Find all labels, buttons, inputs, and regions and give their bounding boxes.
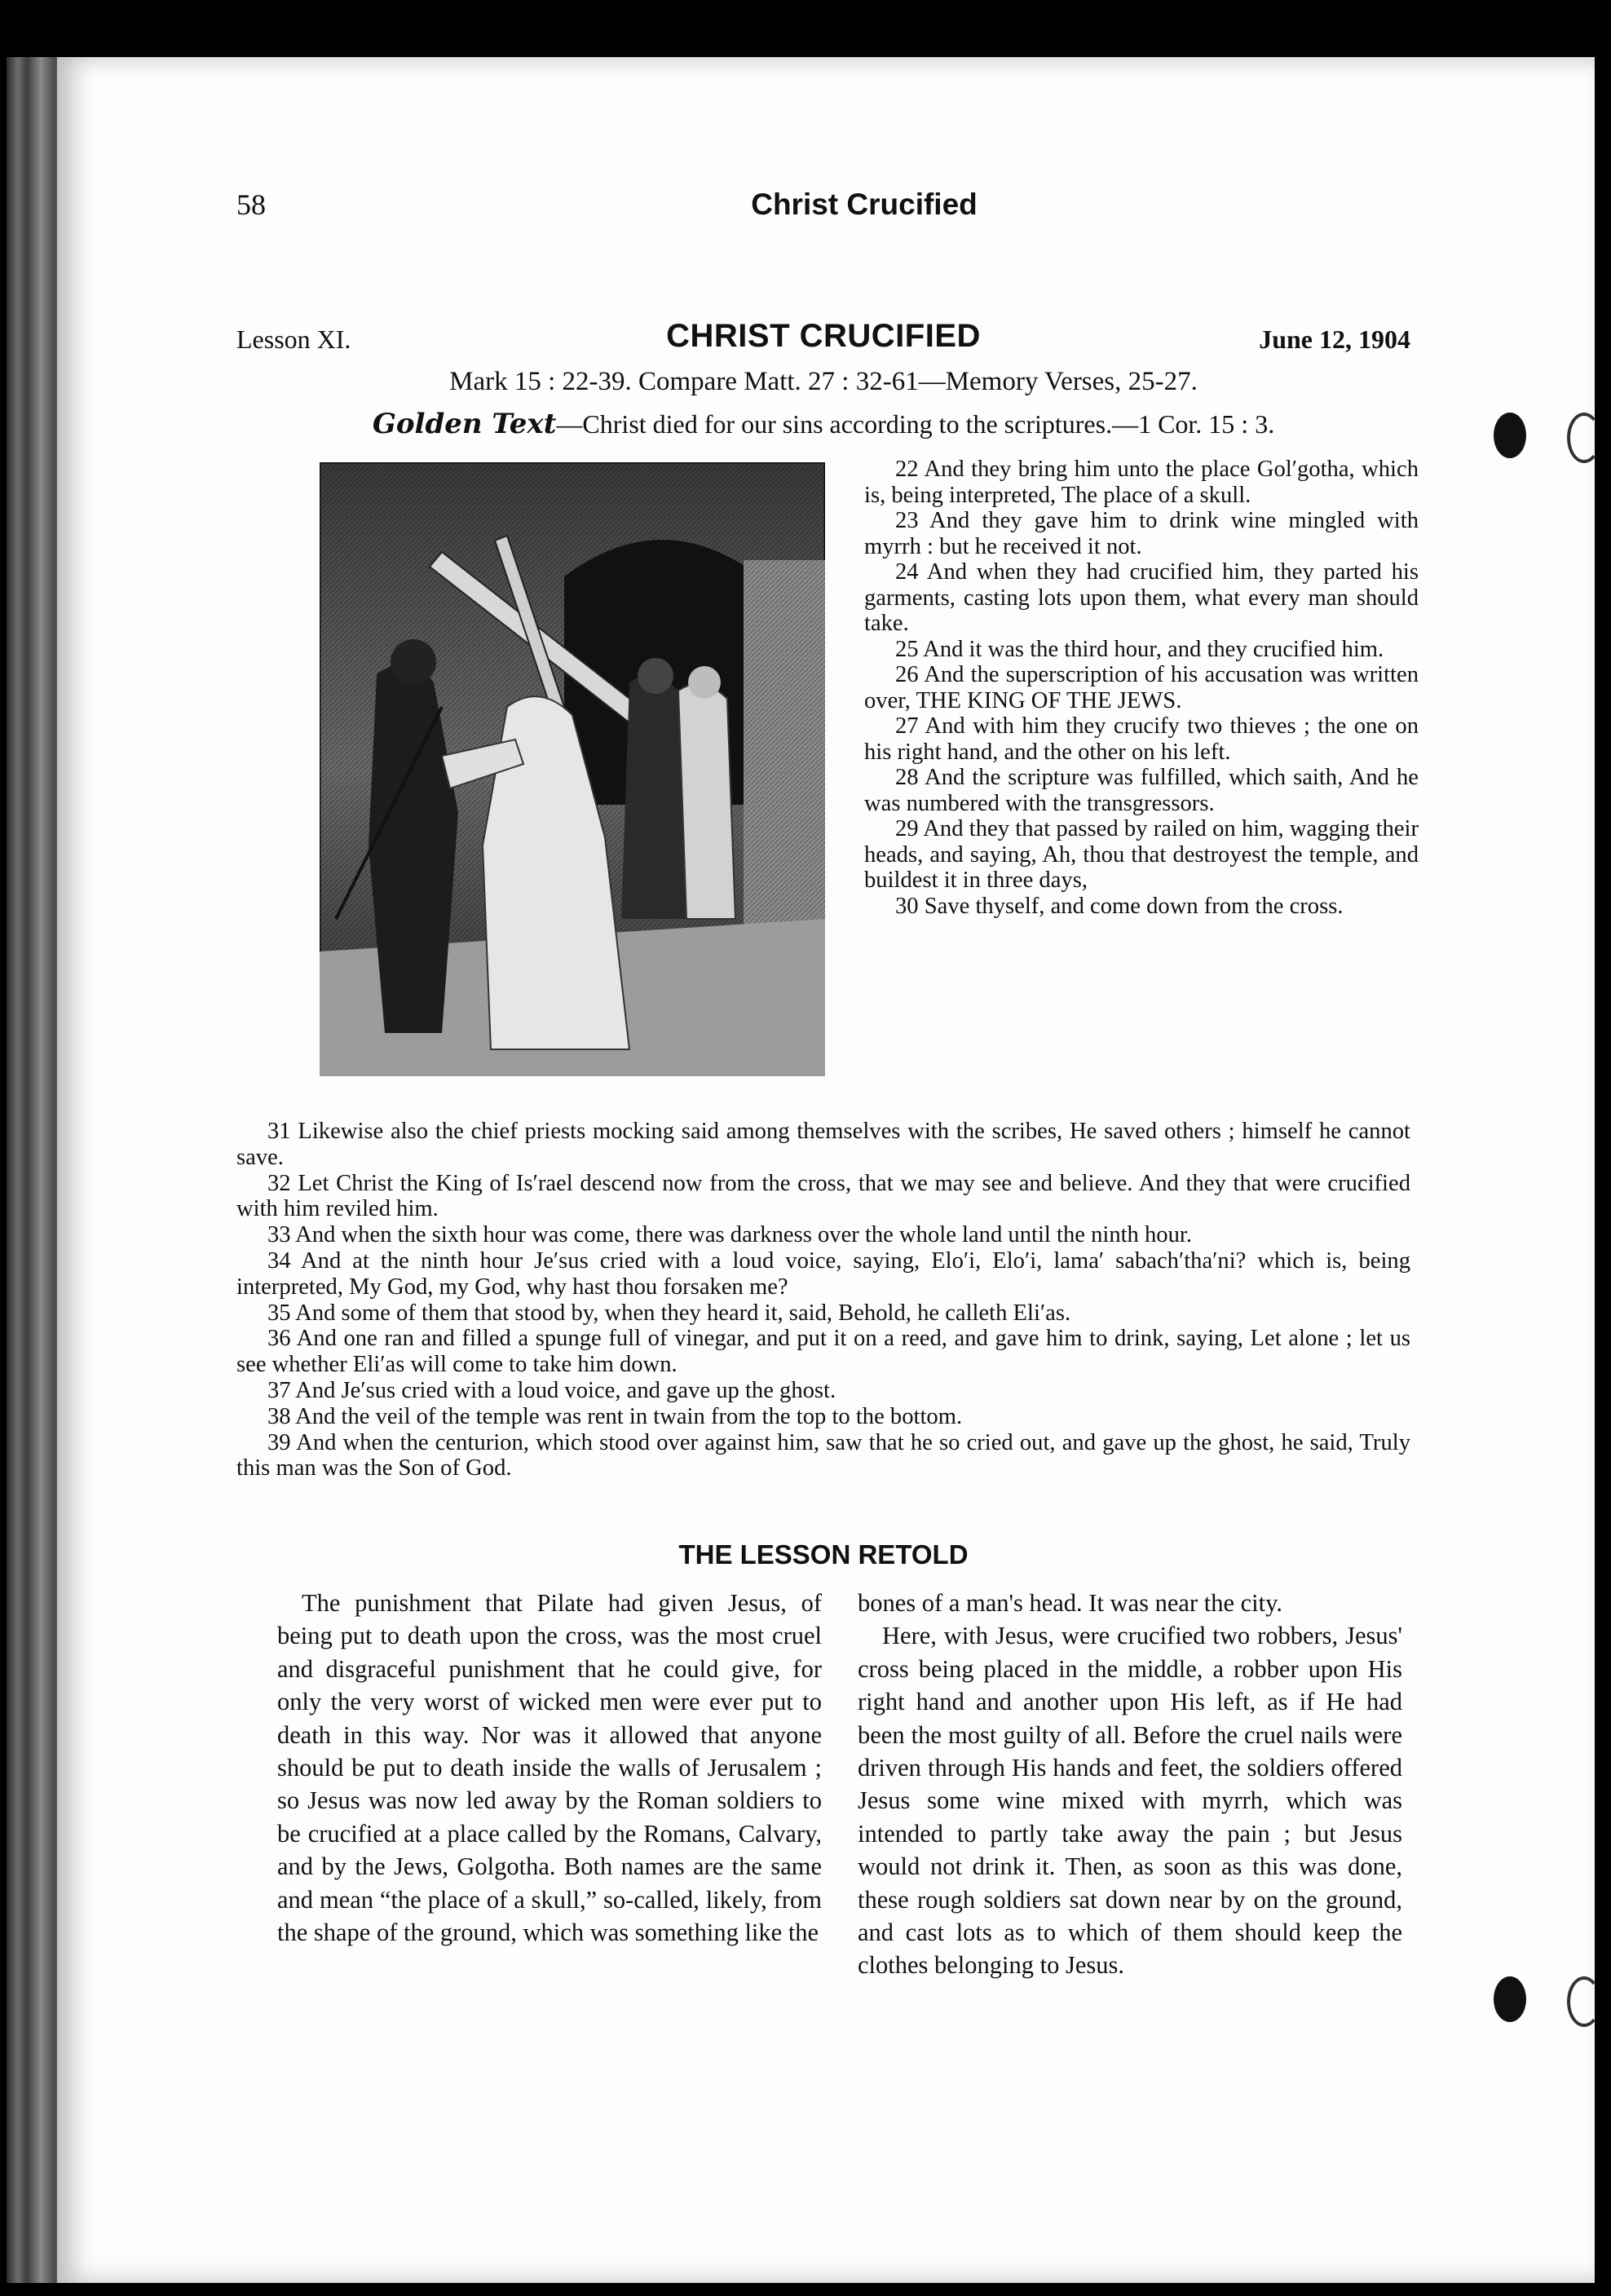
verse-25: 25 And it was the third hour, and they crucified him.: [895, 636, 1384, 662]
retold-paragraph-1-continuation: bones of a man's head. It was near the city.: [858, 1589, 1282, 1617]
verse-31: 31 Likewise also the chief priests mocking said among themselves with the scribes, He saved others ; himself he cannot save.: [236, 1119, 1410, 1170]
lesson-title: CHRIST CRUCIFIED: [666, 318, 981, 354]
verse-34: 34 And at the ninth hour Je′sus cried with a loud voice, saying, Elo′i, Elo′i, lama′ sabach′tha′ni? which is, being interpreted, My God, my God, why hast thou forsaken me?: [236, 1247, 1410, 1300]
verse-35: 35 And some of them that stood by, when they heard it, said, Behold, he calleth Eli′as.: [267, 1300, 1071, 1326]
binding-hole-lower: [1494, 1976, 1526, 2022]
binding-hole-upper-outline: [1567, 413, 1601, 463]
illustration-engraving: [320, 462, 825, 1076]
verse-24: 24 And when they had crucified him, they parted his garments, casting lots upon them, what every man should take.: [864, 559, 1419, 636]
verse-33: 33 And when the sixth hour was come, there was darkness over the whole land until the ninth hour.: [267, 1222, 1192, 1248]
verse-32: 32 Let Christ the King of Is′rael descend now from the cross, that we may see and believe. And they that were crucified with him reviled him.: [236, 1170, 1410, 1222]
retold-column-1: [277, 1587, 822, 1949]
golden-text: [236, 408, 1410, 440]
verse-29: 29 And they that passed by railed on him, wagging their heads, and saying, Ah, thou that destroyest the temple, and buildest it in three days,: [864, 816, 1419, 893]
lesson-date: June 12, 1904: [1259, 325, 1410, 354]
retold-paragraph-1: The punishment that Pilate had given Jesus, of being put to death upon the cross, was the most cruel and disgraceful punishment that he could give, for only the very worst of wicked men were ever put to death in this way. Nor was it allowed that anyone should be put to death inside the walls of Jerusalem ; so Jesus was now led away by the Roman soldiers to be crucified at a place called by the Romans, Calvary, and by the Jews, Golgotha. Both names are the same and mean “the place of a skull,” so-called, likely, from the shape of the ground, which was something like the: [277, 1589, 822, 1947]
binding-hole-lower-outline: [1567, 1976, 1601, 2027]
running-header: [236, 188, 1492, 236]
verse-26: 26 And the superscription of his accusation was written over, THE KING OF THE JEWS.: [864, 662, 1419, 713]
verse-39: 39 And when the centurion, which stood over against him, saw that he so cried out, and gave up the ghost, he said, Truly this man was the Son of God.: [236, 1429, 1410, 1481]
page-number: 58: [236, 188, 266, 221]
verses-beside-illustration: [864, 457, 1419, 919]
crucifixion-illustration: [320, 462, 825, 1076]
lesson-header: [236, 318, 1410, 367]
verse-30: 30 Save thyself, and come down from the cross.: [895, 893, 1344, 919]
golden-text-label: Golden Text: [372, 408, 557, 440]
verse-28: 28 And the scripture was fulfilled, which saith, And he was numbered with the transgressors.: [864, 765, 1419, 816]
scripture-reference: Mark 15 : 22-39. Compare Matt. 27 : 32-61—Memory Verses, 25-27.: [449, 367, 1198, 396]
binding-hole-upper: [1494, 413, 1526, 458]
verse-27: 27 And with him they crucify two thieves ; the one on his right hand, and the other on his left.: [864, 713, 1419, 765]
lesson-number: Lesson XI.: [236, 325, 351, 354]
retold-paragraph-2: Here, with Jesus, were crucified two robbers, Jesus' cross being placed in the middle, a robber upon His right hand and another upon His left, as if He had been the most guilty of all. Before the cruel nails were driven through His hands and feet, the soldiers offered Jesus some wine mixed with myrrh, which was intended to partly take away the pain ; but Jesus would not drink it. Then, as soon as this was done, these rough soldiers sat down near by on the ground, and cast lots as to which of them should keep the clothes belonging to Jesus.: [858, 1622, 1402, 1980]
verses-full-width: [236, 1119, 1410, 1481]
retold-column-2: [858, 1587, 1402, 1982]
retold-heading: THE LESSON RETOLD: [678, 1539, 969, 1570]
verse-37: 37 And Je′sus cried with a loud voice, and gave up the ghost.: [267, 1377, 836, 1403]
verse-22: 22 And they bring him unto the place Gol′gotha, which is, being interpreted, The place of a skull.: [864, 457, 1419, 508]
verse-23: 23 And they gave him to drink wine mingled with myrrh : but he received it not.: [864, 508, 1419, 559]
verse-36: 36 And one ran and filled a spunge full of vinegar, and put it on a reed, and gave him to drink, saying, Let alone ; let us see whether Eli′as will come to take him down.: [236, 1326, 1410, 1378]
golden-text-body: —Christ died for our sins according to the scriptures.—1 Cor. 15 : 3.: [556, 409, 1275, 439]
verse-38: 38 And the veil of the temple was rent in twain from the top to the bottom.: [267, 1403, 963, 1429]
running-title: Christ Crucified: [751, 188, 978, 221]
